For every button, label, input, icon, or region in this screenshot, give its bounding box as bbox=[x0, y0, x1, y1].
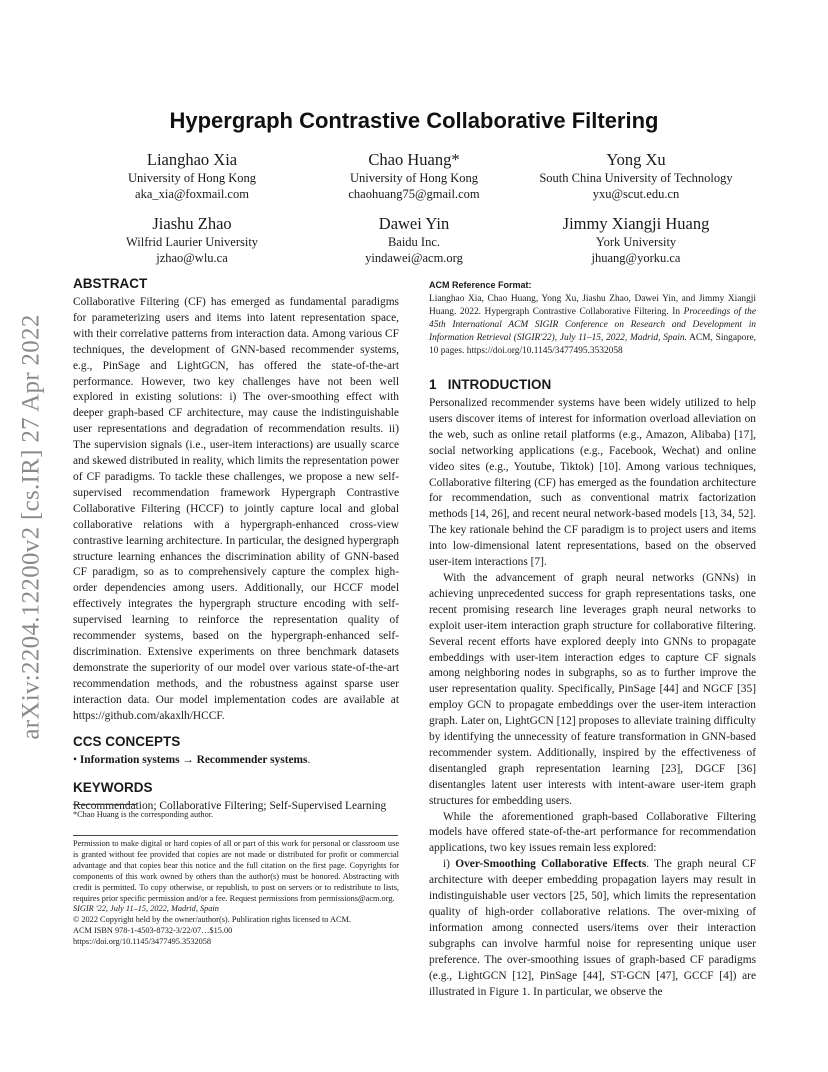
intro-p4-lead: i) bbox=[443, 858, 456, 871]
author-affiliation: University of Hong Kong bbox=[127, 171, 257, 185]
acm-ref-authors: Lianghao Xia, Chao Huang, Yong Xu, Jiashu Zhao, Dawei Yin, and Jimmy Xiangji Huang. 2022. Hypergraph Contrastive Collaborative Filtering. In bbox=[429, 294, 756, 317]
author-email: aka_xia@foxmail.com bbox=[135, 187, 249, 201]
author-affiliation: South China University of Technology bbox=[539, 171, 733, 185]
acm-ref-tail: ACM, Singapore, 10 pages. https://doi.org/10.1145/3477495.3532058 bbox=[429, 333, 756, 356]
intro-p4-bold: Over-Smoothing Collaborative Effects bbox=[455, 858, 647, 871]
author-name: Dawei Yin bbox=[378, 214, 450, 233]
permission-doi: https://doi.org/10.1145/3477495.3532058 bbox=[73, 937, 212, 947]
ccs-arrow: → bbox=[182, 754, 194, 767]
ccs-item-a: Information systems bbox=[79, 754, 180, 767]
intro-paragraph-4 bbox=[429, 857, 756, 1000]
intro-p4-text: . The graph neural CF architecture with deeper embedding propagation layers may result in indistinguishable user vectors [25, 50], which limits the representation quality of high-order collaborative relations. The over-mixing of information among connected users/items over their interaction subgraphs can involve harmful noise for representing unique user preference. The over-smoothing issues of graph-based CF paradigms (e.g., LightGCN [12], PinSage [44], ST-GCN [47], GCCF [4]) are illustrated in Figure 1. In particular, we observe the bbox=[429, 858, 756, 998]
author-email: jhuang@yorku.ca bbox=[591, 251, 681, 265]
author-affiliation: Wilfrid Laurier University bbox=[125, 235, 259, 249]
ccs-item-b: Recommender systems bbox=[196, 754, 308, 767]
intro-paragraph-2: With the advancement of graph neural networks (GNNs) in achieving unprecedented success for graph representations tasks, one recent promising research line leverages graph neural networks to exploit user-item interaction graph structure for collaborative filtering. Several recent efforts have explored deeply into GNNs to propagate embeddings with user-item interaction edges to capture CF signals among neighboring nodes in subgraphs, so as to further improve the user representation quality. Specifically, PinSage [44] and NGCF [35] employ GCN to propagate embeddings over the user-item interaction graph. Later on, LightGCN [12] proposes to alleviate training difficulty by identifying the unnecessity of feature transformation in GNN-based recommender system. Additionally, inspired by the effectiveness of disentangled graph representation learning [23], DGCF [36] disentangles latent user interests with intent-aware user-item graph structures for embedding users. bbox=[429, 571, 756, 807]
author-affiliation: University of Hong Kong bbox=[349, 171, 479, 185]
intro-number: 1 bbox=[429, 377, 437, 392]
author-block bbox=[62, 214, 322, 266]
author-block bbox=[284, 150, 544, 202]
intro-paragraph-3: While the aforementioned graph-based Collaborative Filtering models have offered state-of-the-art performance for recommendation applications, two key issues remain less explored: bbox=[429, 810, 756, 855]
author-block bbox=[284, 214, 544, 266]
intro-paragraph-1: Personalized recommender systems have been widely utilized to help users discover items of interest for information overload alleviation on the web, such as online retail platforms (e.g., Amazon, Alibaba) [17], social networking applications (e.g., Facebook, Wechat) and online video sites (e.g., Youtube, Tiktok) [10]. Among various techniques, Collaborative filtering (CF) has emerged as the foundation architecture for recommendation, such as conventional matrix factorization methods [14, 26], and recent neural network-based models [13, 34, 52]. The key rationale behind the CF paradigm is to project users and items into low-dimensional latent representations, based on the observed user-item interactions [7]. bbox=[429, 397, 756, 569]
permission-venue: SIGIR '22, July 11–15, 2022, Madrid, Spain bbox=[73, 904, 219, 914]
author-email: chaohuang75@gmail.com bbox=[348, 187, 480, 201]
keywords-heading: KEYWORDS bbox=[73, 780, 153, 796]
author-name: Yong Xu bbox=[606, 150, 666, 169]
author-block bbox=[62, 150, 322, 202]
author-name: Chao Huang* bbox=[368, 150, 460, 169]
author-email: yxu@scut.edu.cn bbox=[592, 187, 680, 201]
paper-title: Hypergraph Contrastive Collaborative Filtering bbox=[169, 108, 659, 133]
footnote: *Chao Huang is the corresponding author. bbox=[73, 810, 214, 819]
ccs-concepts bbox=[73, 753, 399, 769]
ccs-bullet: • bbox=[73, 754, 77, 767]
author-name: Jiashu Zhao bbox=[152, 214, 232, 233]
abstract-heading: ABSTRACT bbox=[73, 276, 148, 291]
intro-title: INTRODUCTION bbox=[447, 377, 552, 392]
author-name: Lianghao Xia bbox=[146, 150, 238, 169]
acm-ref-venue: Proceedings of the 45th International ACM SIGIR Conference on Research and Development in Information Retrieval (SIGIR'22), July 11–15, 2022, Madrid, Spain. bbox=[429, 307, 756, 343]
permission-block bbox=[73, 839, 399, 948]
right-column bbox=[429, 279, 756, 1000]
author-email: yindawei@acm.org bbox=[365, 251, 463, 265]
intro-heading bbox=[429, 377, 756, 392]
author-block bbox=[506, 214, 766, 266]
permission-rule bbox=[73, 835, 398, 836]
permission-copyright: © 2022 Copyright held by the owner/author(s). Publication rights licensed to ACM. bbox=[73, 915, 351, 925]
permission-text: Permission to make digital or hard copies of all or part of this work for personal or classroom use is granted without fee provided that copies are not made or distributed for profit or commercial advantage and that copies bear this notice and the full citation on the first page. Copyrights for components of this work owned by others than the author(s) must be honored. Abstracting with credit is permitted. To copy otherwise, or republish, to post on servers or to redistribute to lists, requires prior specific permission and/or a fee. Request permissions from permissions@acm.org. bbox=[73, 839, 399, 903]
arxiv-identifier-text: arXiv:2204.12200v2 [cs.IR] 27 Apr 2022 bbox=[18, 314, 45, 740]
author-affiliation: York University bbox=[595, 235, 677, 249]
author-name: Jimmy Xiangji Huang bbox=[562, 214, 710, 233]
keywords-text: Recommendation; Collaborative Filtering; Self-Supervised Learning bbox=[73, 800, 387, 813]
acm-ref-text bbox=[429, 293, 756, 358]
acm-ref-heading: ACM Reference Format: bbox=[429, 280, 532, 290]
footnote-rule bbox=[73, 804, 137, 805]
author-block bbox=[506, 150, 766, 202]
author-email: jzhao@wlu.ca bbox=[156, 251, 228, 265]
ccs-heading: CCS CONCEPTS bbox=[73, 734, 181, 750]
left-column bbox=[73, 276, 399, 815]
author-affiliation: Baidu Inc. bbox=[387, 235, 441, 249]
arxiv-identifier bbox=[4, 292, 60, 762]
ccs-period: . bbox=[307, 754, 311, 767]
permission-isbn: ACM ISBN 978-1-4503-8732-3/22/07…$15.00 bbox=[73, 926, 233, 936]
abstract-text: Collaborative Filtering (CF) has emerged as fundamental paradigms for parameterizing users and items into latent representation space, with their correlative patterns from interaction data. Among various CF techniques, the development of GNN-based recommender systems, e.g., PinSage and LightGCN, has offered the state-of-the-art performance. However, two key challenges have not been well explored in existing solutions: i) The over-smoothing effect with deeper graph-based CF architecture, may cause the indistinguishable user representations and degradation of recommendation results. ii) The supervision signals (i.e., user-item interactions) are usually scarce and skewed distributed in reality, which limits the representation power of CF paradigms. To tackle these challenges, we propose a new self-supervised recommendation framework Hypergraph Contrastive Collaborative Filtering (HCCF) to jointly capture local and global collaborative relations with a hypergraph-enhanced cross-view contrastive learning architecture. In particular, the designed hypergraph structure learning enhances the discrimination ability of GNN-based CF paradigm, so as to comprehensively capture the complex high-order dependencies among users. Additionally, our HCCF model effectively integrates the hypergraph structure encoding with self-supervised learning to reinforce the representation quality of recommender systems, based on the hypergraph-enhanced self-discrimination. Extensive experiments on three benchmark datasets demonstrate the superiority of our model over various state-of-the-art recommendation methods, and the robustness against sparse user interaction data. Our model implementation codes are available at https://github.com/akaxlh/HCCF. bbox=[73, 296, 399, 722]
